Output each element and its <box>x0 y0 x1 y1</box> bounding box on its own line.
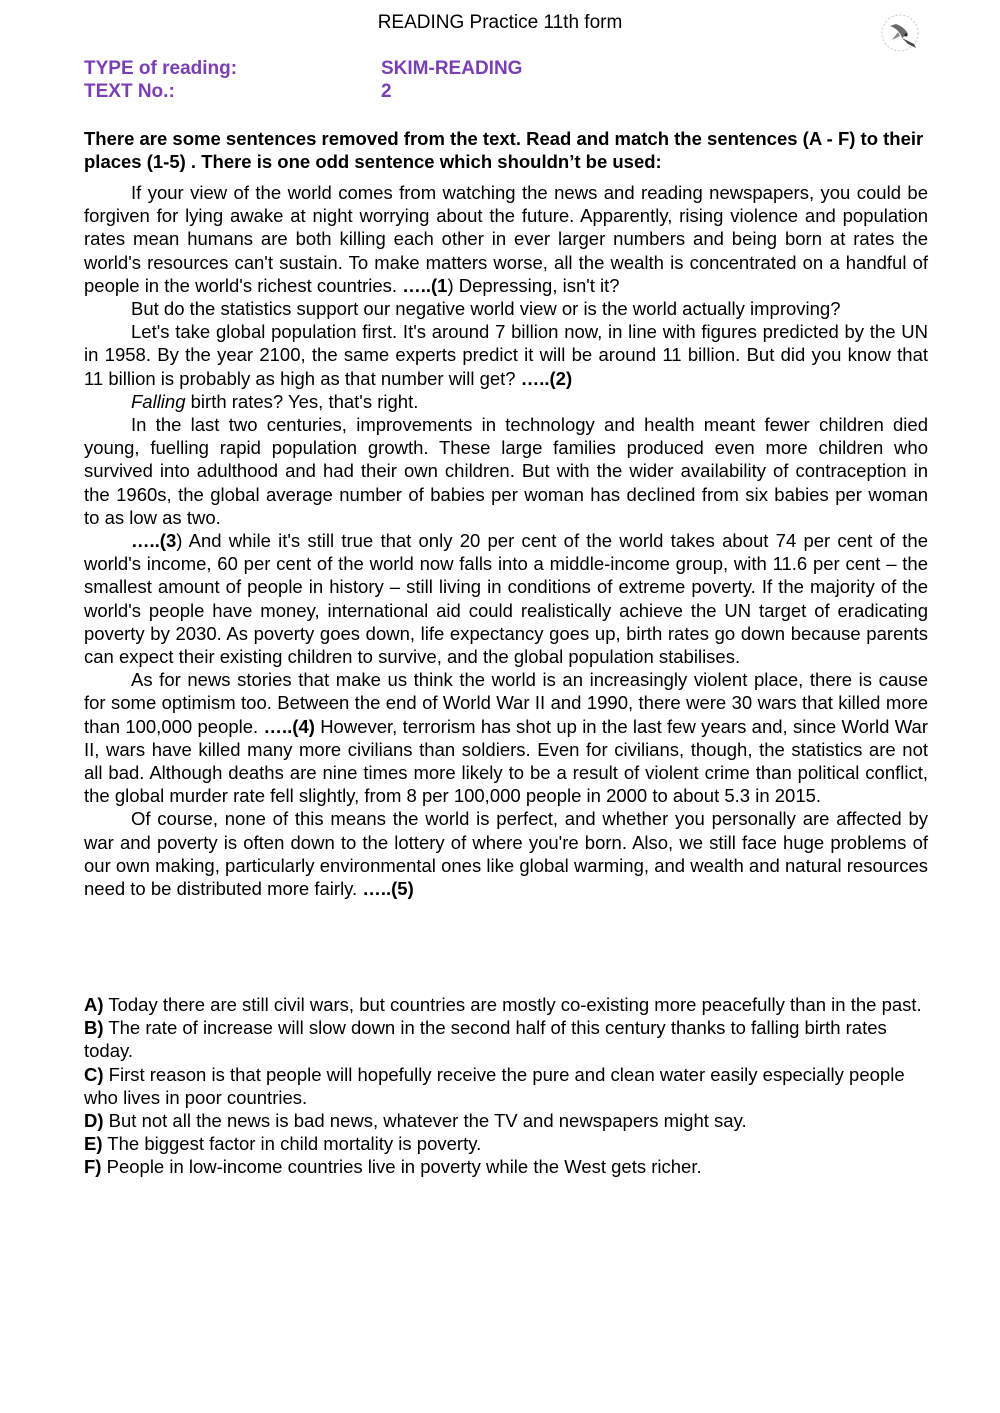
paragraph-text: As for news stories that make us think the world is an increasingly violent place, there is cause for some optimism too. Between the end of World War II and 1990, there were 30 wars that killed more than 100,000 people. <box>84 669 928 737</box>
option-letter: D) <box>84 1110 104 1132</box>
option-letter: B) <box>84 1017 104 1039</box>
reading-type-row <box>84 58 523 80</box>
gap-4-marker: …..(4) <box>263 715 315 737</box>
gap-3-marker: …..(3 <box>131 530 177 552</box>
option-letter: E) <box>84 1133 103 1155</box>
gap-5-marker: …..(5) <box>362 878 414 900</box>
paragraph-text: ) Depressing, isn't it? <box>447 274 620 296</box>
option-c <box>84 1063 929 1109</box>
option-text: But not all the news is bad news, whatever the TV and newspapers might say. <box>103 1110 747 1132</box>
paragraph-8 <box>84 807 928 900</box>
paragraph-5: In the last two centuries, improvements in technology and health meant fewer children died young, fuelling rapid population growth. These large families produced even more children who survived into adulthood and had their own children. But with the wider availability of contraception in the 1960s, the global average number of babies per woman has declined from six babies per woman to as low as two. <box>84 414 928 528</box>
text-number-label: TEXT No.: <box>84 81 175 102</box>
task-instructions: There are some sentences removed from the text. Read and match the sentences (A - F) to their places (1-5) . There is one odd sentence which shouldn’t be used: <box>84 128 924 172</box>
paragraph-2: But do the statistics support our negative world view or is the world actually improving? <box>131 298 841 320</box>
page-title: READING Practice 11th form <box>377 12 623 33</box>
option-text: The rate of increase will slow down in the second half of this century thanks to falling birth rates today. <box>84 1017 887 1062</box>
paragraph-text: However, terrorism has shot up in the last few years and, since World War II, wars have killed many more civilians than soldiers. Even for civilians, though, the statistics are not all bad. Although deaths are nine times more likely to be a result of violent crime than political conflict, the global murder rate fell slightly, from 8 per 100,000 people in 2000 to about 5.3 in 2015. <box>84 715 928 807</box>
option-f <box>84 1155 929 1178</box>
option-letter: C) <box>84 1063 104 1085</box>
option-letter: A) <box>84 994 104 1015</box>
paragraph-text: birth rates? Yes, that's right. <box>185 390 419 412</box>
reading-type-label: TYPE of reading: <box>84 58 238 79</box>
paragraph-4 <box>84 390 928 413</box>
option-a <box>84 993 929 1016</box>
paragraph-6 <box>84 529 928 668</box>
paragraph-text: Of course, none of this means the world is perfect, and whether you personally are affected by war and poverty is often down to the lottery of where you're born. Also, we still face huge problems of our own making, particularly environmental ones like global warming, and wealth and natural resources need to be distributed more fairly. <box>84 808 928 900</box>
text-number-row <box>84 81 392 103</box>
paragraph-3 <box>84 320 928 390</box>
paragraph-1 <box>84 181 928 297</box>
option-text: Today there are still civil wars, but countries are mostly co-existing more peacefully than in the past. <box>103 994 922 1015</box>
option-e <box>84 1132 929 1155</box>
paragraph-7 <box>84 668 928 807</box>
option-d <box>84 1109 929 1132</box>
italic-word: Falling <box>131 390 186 412</box>
option-text: People in low-income countries live in poverty while the West gets richer. <box>101 1156 702 1178</box>
swallow-bird-icon <box>878 10 926 56</box>
option-text: First reason is that people will hopefully receive the pure and clean water easily especially people who lives in poor countries. <box>84 1063 905 1108</box>
reading-text <box>84 181 928 900</box>
paragraph-text: Let's take global population first. It's around 7 billion now, in line with figures predicted by the UN in 1958. By the year 2100, the same experts predict it will be around 11 billion. But did you know that 11 billion is probably as high as that number will get? <box>84 321 928 389</box>
option-text: The biggest factor in child mortality is poverty. <box>102 1133 482 1155</box>
answer-options <box>84 993 929 1179</box>
option-b <box>84 1016 929 1062</box>
paragraph-text: If your view of the world comes from watching the news and reading newspapers, you could be forgiven for lying awake at night worrying about the future. Apparently, rising violence and population rates mean humans are both killing each other in ever larger numbers and being born at rates the world's resources can't sustain. To make matters worse, all the wealth is concentrated on a handful of people in the world's richest countries. <box>84 182 928 296</box>
gap-1-marker: …..(1 <box>402 274 448 296</box>
paragraph-text: ) And while it's still true that only 20 per cent of the world takes about 74 per cent of the world's income, 60 per cent of the world now falls into a middle-income group, with 11.6 per cent – the smallest amount of people in history – still living in conditions of extreme poverty. If the majority of the world's people have money, international aid could realistically achieve the UN target of eradicating poverty by 2030. As poverty goes down, life expectancy goes up, birth rates go down because parents can expect their existing children to survive, and the global population stabilises. <box>84 530 928 668</box>
reading-type-value: SKIM-READING <box>381 58 523 79</box>
text-number-value: 2 <box>381 81 392 102</box>
option-letter: F) <box>84 1156 102 1178</box>
gap-2-marker: …..(2) <box>520 367 573 389</box>
